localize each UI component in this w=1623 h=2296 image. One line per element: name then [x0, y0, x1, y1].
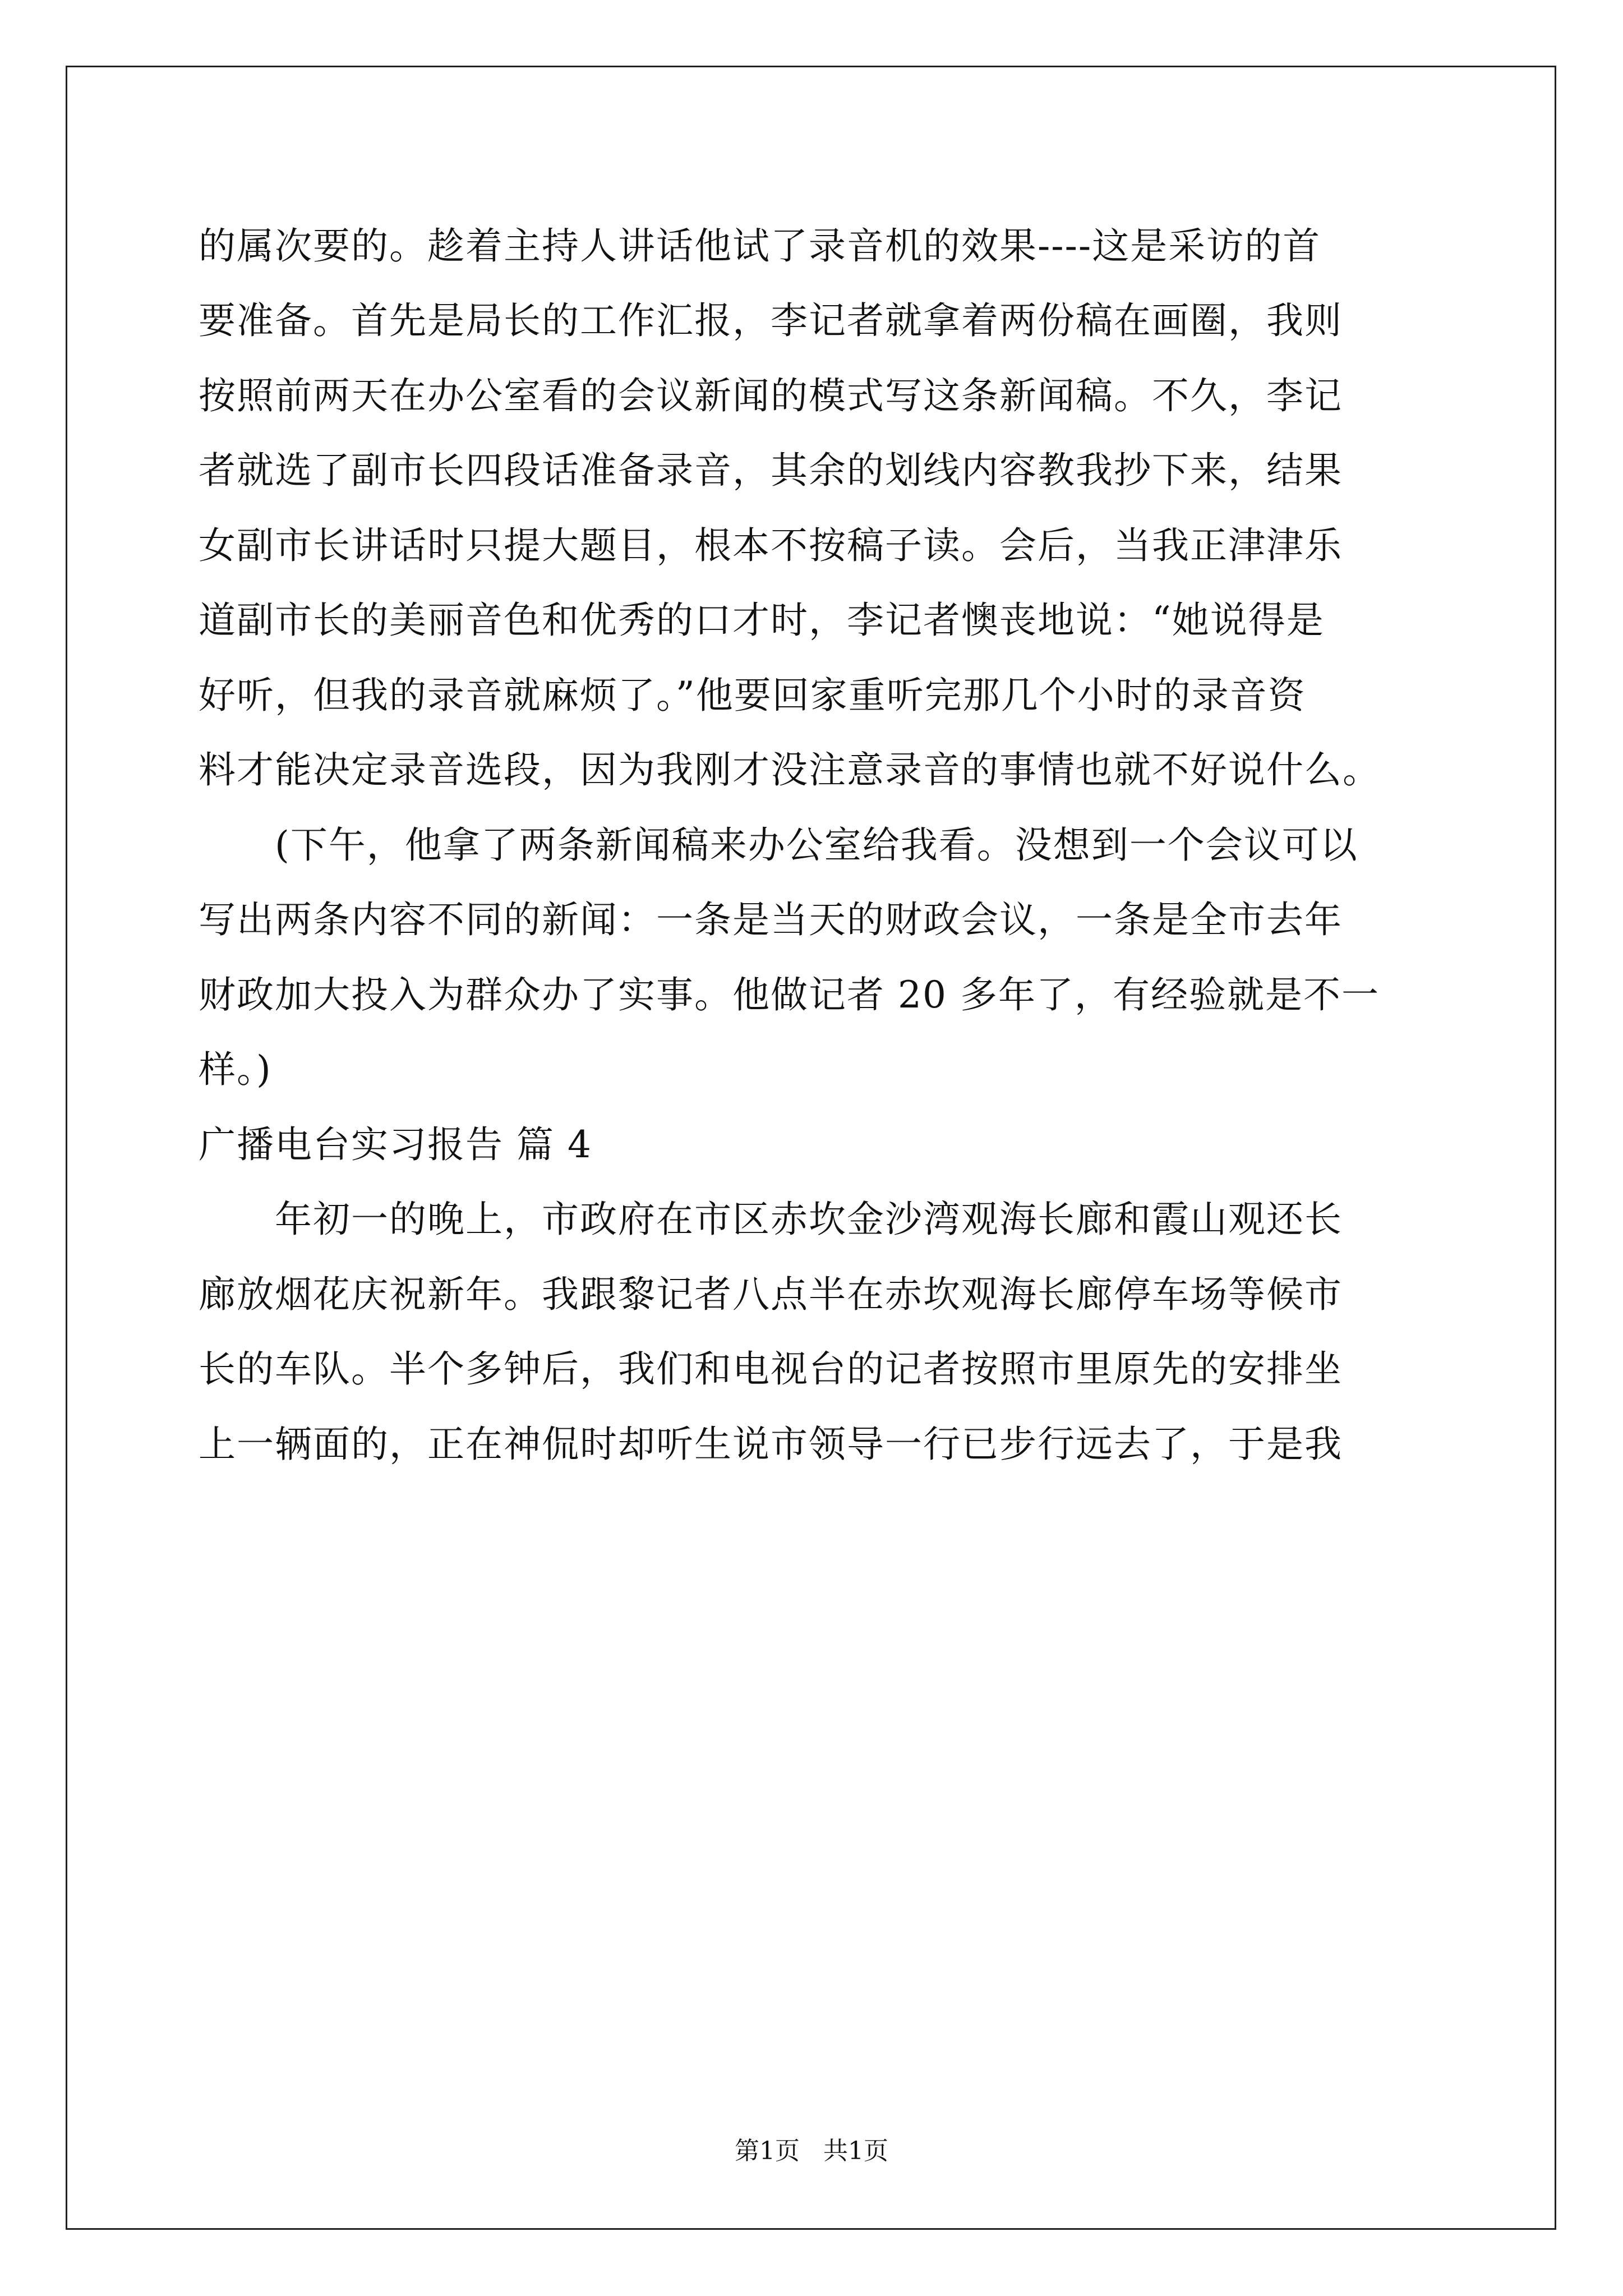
paragraph-start-line: (下午，他拿了两条新闻稿来办公室给我看。没想到一个会议可以 — [275, 823, 1358, 867]
body-line: 要准备。首先是局长的工作汇报，李记者就拿着两份稿在画圈，我则 — [199, 299, 1343, 342]
body-line: 者就选了副市长四段话准备录音，其余的划线内容教我抄下来，结果 — [199, 449, 1343, 492]
body-line: 道副市长的美丽音色和优秀的口才时，李记者懊丧地说：“她说得是 — [199, 599, 1325, 642]
body-line: 写出两条内容不同的新闻：一条是当天的财政会议，一条是全市去年 — [199, 898, 1343, 941]
page-footer: 第1页 共1页 — [735, 2137, 888, 2165]
paragraph-start-line: 年初一的晚上，市政府在市区赤坎金沙湾观海长廊和霞山观还长 — [275, 1198, 1343, 1241]
body-line: 料才能决定录音选段，因为我刚才没注意录音的事情也就不好说什么。 — [199, 748, 1381, 792]
body-line: 按照前两天在办公室看的会议新闻的模式写这条新闻稿。不久，李记 — [199, 374, 1343, 417]
body-line: 的属次要的。趁着主持人讲话他试了录音机的效果----这是采访的首 — [199, 224, 1321, 268]
body-line: 女副市长讲话时只提大题目，根本不按稿子读。会后，当我正津津乐 — [199, 524, 1343, 567]
body-line: 样。) — [199, 1048, 272, 1091]
body-line: 财政加大投入为群众办了实事。他做记者 20 多年了，有经验就是不一 — [199, 973, 1380, 1016]
body-line: 廊放烟花庆祝新年。我跟黎记者八点半在赤坎观海长廊停车场等候市 — [199, 1273, 1343, 1316]
body-line: 长的车队。半个多钟后，我们和电视台的记者按照市里原先的安排坐 — [199, 1347, 1343, 1391]
body-line: 上一辆面的，正在神侃时却听生说市领导一行已步行远去了，于是我 — [199, 1423, 1343, 1466]
section-heading: 广播电台实习报告 篇 4 — [199, 1123, 592, 1166]
body-line: 好听，但我的录音就麻烦了。”他要回家重听完那几个小时的录音资 — [199, 674, 1306, 717]
